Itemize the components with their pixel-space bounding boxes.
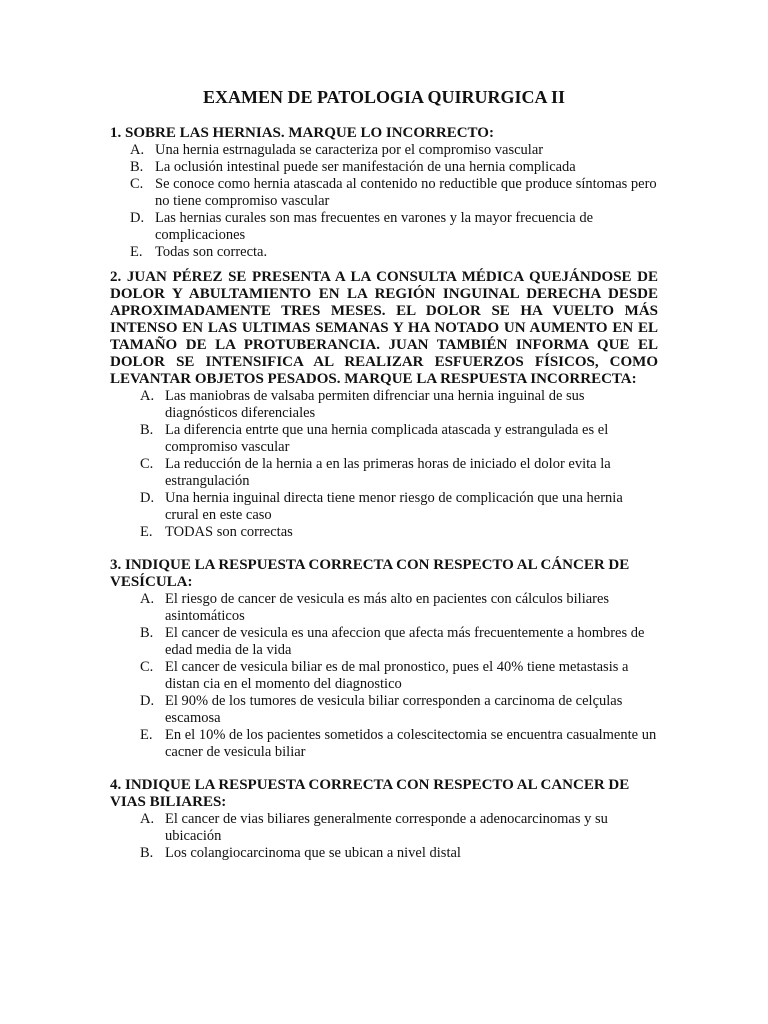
option-1c — [110, 176, 658, 210]
option-text: Las hernias curales son mas frecuentes en varones y la mayor frecuencia de complicaciones — [155, 210, 594, 243]
question-2-text: 2. JUAN PÉREZ SE PRESENTA A LA CONSULTA MÉDICA QUEJÁNDOSE DE DOLOR Y ABULTAMIENTO EN LA REGIÓN INGUINAL DERECHA DESDE APROXIMADAMENTE TRES MESES. EL DOLOR SE HA VUELTO MÁS INTENSO EN LAS ULTIMAS SEMANAS Y HA NOTADO UN AUMENTO EN EL TAMAÑO DE LA PROTUBERANCIA. JUAN TAMBIÉN INFORMA QUE EL DOLOR SE INTENSIFICA AL REALIZAR ESFUERZOS FÍSICOS, COMO LEVANTAR OBJETOS PESADOS. MARQUE LA RESPUESTA INCORRECTA: — [110, 269, 658, 387]
option-letter: E. — [130, 244, 143, 260]
option-letter: C. — [130, 176, 144, 192]
option-letter: E. — [140, 524, 153, 540]
option-letter: A. — [140, 811, 155, 827]
option-text: El cancer de vesicula es una afeccion que afecta más frecuentemente a hombres de edad media de la vida — [165, 625, 645, 658]
option-text: El cancer de vesicula biliar es de mal pronostico, pues el 40% tiene metastasis a distan cia en el momento del diagnostico — [165, 659, 629, 692]
question-4 — [110, 777, 658, 862]
option-letter: D. — [140, 693, 155, 709]
exam-title: EXAMEN DE PATOLOGIA QUIRURGICA II — [202, 87, 566, 107]
question-1 — [110, 125, 658, 261]
question-list — [110, 125, 658, 862]
question-4-text: 4. INDIQUE LA RESPUESTA CORRECTA CON RESPECTO AL CANCER DE VIAS BILIARES: — [110, 777, 630, 810]
option-3d — [110, 693, 658, 727]
option-3c — [110, 659, 658, 693]
option-text: La diferencia entrte que una hernia complicada atascada y estrangulada es el compromiso vascular — [165, 422, 609, 455]
option-letter: A. — [140, 388, 155, 404]
option-letter: D. — [140, 490, 155, 506]
option-4a — [110, 811, 658, 845]
option-1e — [110, 244, 658, 261]
option-1a — [110, 142, 658, 159]
option-1d — [110, 210, 658, 244]
option-letter: D. — [130, 210, 145, 226]
option-text: Una hernia estrnagulada se caracteriza por el compromiso vascular — [155, 142, 544, 158]
option-text: La oclusión intestinal puede ser manifestación de una hernia complicada — [155, 159, 576, 175]
option-letter: A. — [130, 142, 145, 158]
option-letter: E. — [140, 727, 153, 743]
option-3e — [110, 727, 658, 761]
option-text: El cancer de vias biliares generalmente corresponde a adenocarcinomas y su ubicación — [165, 811, 608, 844]
option-2d — [110, 490, 658, 524]
option-text: TODAS son correctas — [165, 524, 293, 540]
option-letter: C. — [140, 456, 154, 472]
option-2c — [110, 456, 658, 490]
option-text: El 90% de los tumores de vesicula biliar corresponden a carcinoma de celçulas escamosa — [165, 693, 623, 726]
option-text: Los colangiocarcinoma que se ubican a nivel distal — [165, 845, 461, 861]
option-3b — [110, 625, 658, 659]
option-letter: B. — [140, 625, 154, 641]
option-text: Una hernia inguinal directa tiene menor riesgo de complicación que una hernia crural en este caso — [165, 490, 623, 523]
question-3 — [110, 557, 658, 761]
option-letter: B. — [140, 422, 154, 438]
option-letter: C. — [140, 659, 154, 675]
question-4-options — [110, 811, 658, 862]
option-text: El riesgo de cancer de vesicula es más alto en pacientes con cálculos biliares asintomáticos — [165, 591, 610, 624]
option-text: Se conoce como hernia atascada al contenido no reductible que produce síntomas pero no tiene compromiso vascular — [155, 176, 657, 209]
question-2-options — [110, 388, 658, 541]
option-2b — [110, 422, 658, 456]
option-letter: B. — [130, 159, 144, 175]
question-1-text: 1. SOBRE LAS HERNIAS. MARQUE LO INCORRECTO: — [110, 125, 494, 141]
question-3-options — [110, 591, 658, 761]
option-letter: A. — [140, 591, 155, 607]
option-2e — [110, 524, 658, 541]
option-3a — [110, 591, 658, 625]
option-text: Todas son correcta. — [155, 244, 268, 260]
option-text: La reducción de la hernia a en las primeras horas de iniciado el dolor evita la estrangulación — [165, 456, 611, 489]
option-text: En el 10% de los pacientes sometidos a colescitectomia se encuentra casualmente un cacner de vesicula biliar — [165, 727, 657, 760]
option-text: Las maniobras de valsaba permiten difrenciar una hernia inguinal de sus diagnósticos diferenciales — [165, 388, 585, 421]
option-2a — [110, 388, 658, 422]
question-1-options — [110, 142, 658, 261]
question-3-text: 3. INDIQUE LA RESPUESTA CORRECTA CON RESPECTO AL CÁNCER DE VESÍCULA: — [110, 557, 630, 590]
option-letter: B. — [140, 845, 154, 861]
option-1b — [110, 159, 658, 176]
question-2 — [110, 269, 658, 541]
option-4b — [110, 845, 658, 862]
